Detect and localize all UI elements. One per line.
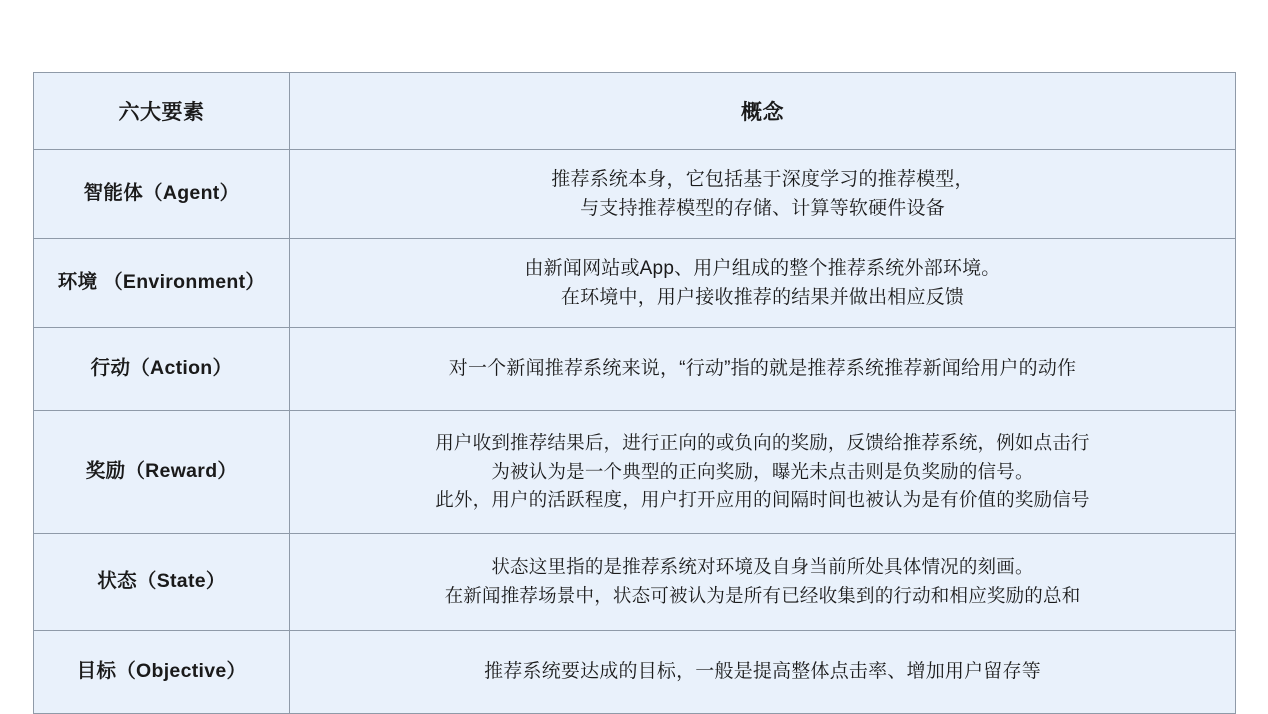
concept-line: 为被认为是一个典型的正向奖励，曝光未点击则是负奖励的信号。 [491,460,1034,482]
column-header-element: 六大要素 [34,73,290,150]
concept-line: 对一个新闻推荐系统来说，“行动”指的就是推荐系统推荐新闻给用户的动作 [448,358,1077,380]
concept-line: 在新闻推荐场景中，状态可被认为是所有已经收集到的行动和相应奖励的总和 [444,585,1081,606]
element-name-reward: 奖励（Reward） [34,411,290,534]
table-header [34,73,1236,150]
table-row [34,328,1236,411]
table-header-row [34,73,1236,150]
concept-line: 在环境中，用户接收推荐的结果并做出相应反馈 [560,287,965,308]
element-name-action: 行动（Action） [34,328,290,411]
concept-line: 推荐系统本身，它包括基于深度学习的推荐模型， [551,168,974,190]
table-container [33,72,1235,714]
element-name-environment [34,239,290,328]
concept-line: 用户收到推荐结果后，进行正向的或负向的奖励，反馈给推荐系统，例如点击行 [435,431,1090,453]
concept-line: 此外，用户的活跃程度，用户打开应用的间隔时间也被认为是有价值的奖励信号 [435,489,1090,511]
concept-action [290,328,1236,411]
element-line: （Environment） [103,271,266,294]
table-row [34,631,1236,714]
concept-agent [290,150,1236,239]
concept-state [290,534,1236,631]
concept-objective [290,631,1236,714]
table-body [34,150,1236,714]
element-name-agent: 智能体（Agent） [34,150,290,239]
table-row [34,150,1236,239]
element-line: 环境 [57,271,98,294]
column-header-concept: 概念 [290,73,1236,150]
element-name-state: 状态（State） [34,534,290,631]
concept-line: 状态这里指的是推荐系统对环境及自身当前所处具体情况的刻画。 [491,556,1034,578]
table-row [34,411,1236,534]
concept-line: 推荐系统要达成的目标，一般是提高整体点击率、增加用户留存等 [484,661,1041,683]
table-row [34,534,1236,631]
concept-reward [290,411,1236,534]
table-row [34,239,1236,328]
concept-environment [290,239,1236,328]
element-name-objective: 目标（Objective） [34,631,290,714]
concept-line: 由新闻网站或App、用户组成的整个推荐系统外部环境。 [524,257,1001,279]
concept-line: 与支持推荐模型的存储、计算等软硬件设备 [580,198,945,219]
six-elements-table [33,72,1236,714]
